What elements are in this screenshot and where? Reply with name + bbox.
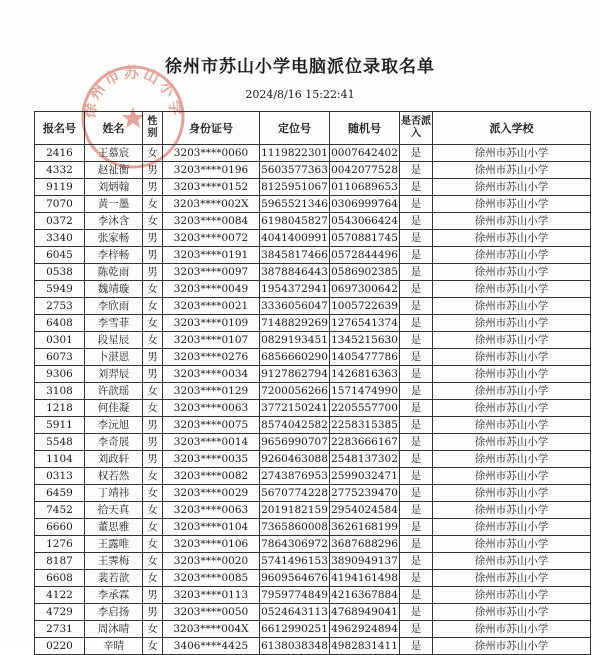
name-cell: 辛晴	[85, 638, 143, 655]
school-cell: 徐州市苏山小学	[433, 485, 591, 502]
gender-cell: 女	[143, 536, 163, 553]
table-row	[35, 230, 591, 247]
gender-cell: 女	[143, 553, 163, 570]
registration-no-cell: 4729	[35, 604, 85, 621]
random-no-cell: 2548137302	[330, 451, 400, 468]
school-cell: 徐州市苏山小学	[433, 332, 591, 349]
random-no-cell: 4216367884	[330, 587, 400, 604]
random-no-cell: 4194161498	[330, 570, 400, 587]
school-cell: 徐州市苏山小学	[433, 468, 591, 485]
table-row	[35, 264, 591, 281]
location-no-cell: 7148829269	[260, 315, 330, 332]
gender-cell: 女	[143, 502, 163, 519]
table-row	[35, 315, 591, 332]
header-dispatched: 是否派入	[400, 112, 433, 145]
registration-no-cell: 2416	[35, 145, 85, 162]
gender-cell: 男	[143, 451, 163, 468]
table-row	[35, 502, 591, 519]
table-row	[35, 366, 591, 383]
gender-cell: 男	[143, 179, 163, 196]
gender-cell: 女	[143, 281, 163, 298]
dispatched-cell: 是	[400, 536, 433, 553]
random-no-cell: 1276541374	[330, 315, 400, 332]
name-cell: 何佳凝	[85, 400, 143, 417]
location-no-cell: 0829193451	[260, 332, 330, 349]
random-no-cell: 0697300642	[330, 281, 400, 298]
dispatched-cell: 是	[400, 247, 433, 264]
gender-cell: 女	[143, 196, 163, 213]
name-cell: 李欣雨	[85, 298, 143, 315]
header-random-no: 随机号	[330, 112, 400, 145]
dispatched-cell: 是	[400, 553, 433, 570]
random-no-cell: 3687688296	[330, 536, 400, 553]
id-number-cell: 3203****0050	[163, 604, 260, 621]
school-cell: 徐州市苏山小学	[433, 298, 591, 315]
id-number-cell: 3203****0107	[163, 332, 260, 349]
table-row	[35, 621, 591, 638]
seal-text: 徐州市苏山小学	[80, 63, 186, 120]
table-row	[35, 179, 591, 196]
school-cell: 徐州市苏山小学	[433, 502, 591, 519]
gender-cell: 女	[143, 400, 163, 417]
location-no-cell: 5670774228	[260, 485, 330, 502]
id-number-cell: 3203****0109	[163, 315, 260, 332]
random-no-cell: 2258315385	[330, 417, 400, 434]
dispatched-cell: 是	[400, 400, 433, 417]
dispatched-cell: 是	[400, 621, 433, 638]
gender-cell: 男	[143, 264, 163, 281]
id-number-cell: 3203****0152	[163, 179, 260, 196]
table-row	[35, 417, 591, 434]
header-school: 派入学校	[433, 112, 591, 145]
id-number-cell: 3203****002X	[163, 196, 260, 213]
dispatched-cell: 是	[400, 196, 433, 213]
name-cell: 李承霖	[85, 587, 143, 604]
name-cell: 黄一墨	[85, 196, 143, 213]
registration-no-cell: 5548	[35, 434, 85, 451]
gender-cell: 女	[143, 145, 163, 162]
id-number-cell: 3203****004X	[163, 621, 260, 638]
dispatched-cell: 是	[400, 264, 433, 281]
school-cell: 徐州市苏山小学	[433, 247, 591, 264]
school-cell: 徐州市苏山小学	[433, 638, 591, 655]
header-registration-no: 报名号	[35, 112, 85, 145]
school-cell: 徐州市苏山小学	[433, 162, 591, 179]
random-no-cell: 0042077528	[330, 162, 400, 179]
random-no-cell: 0007642402	[330, 145, 400, 162]
school-cell: 徐州市苏山小学	[433, 417, 591, 434]
id-number-cell: 3203****0060	[163, 145, 260, 162]
id-number-cell: 3203****0097	[163, 264, 260, 281]
registration-no-cell: 1218	[35, 400, 85, 417]
dispatched-cell: 是	[400, 281, 433, 298]
gender-cell: 女	[143, 383, 163, 400]
id-number-cell: 3203****0075	[163, 417, 260, 434]
location-no-cell: 6856660290	[260, 349, 330, 366]
school-cell: 徐州市苏山小学	[433, 349, 591, 366]
dispatched-cell: 是	[400, 383, 433, 400]
location-no-cell: 9260463088	[260, 451, 330, 468]
school-cell: 徐州市苏山小学	[433, 570, 591, 587]
random-no-cell: 3626168199	[330, 519, 400, 536]
table-body	[35, 145, 591, 655]
table-row	[35, 434, 591, 451]
table-row	[35, 349, 591, 366]
table-row	[35, 536, 591, 553]
registration-no-cell: 2731	[35, 621, 85, 638]
name-cell: 周沐晴	[85, 621, 143, 638]
location-no-cell: 5741496153	[260, 553, 330, 570]
random-no-cell: 1426816363	[330, 366, 400, 383]
gender-cell: 男	[143, 417, 163, 434]
location-no-cell: 1119822301	[260, 145, 330, 162]
registration-no-cell: 7452	[35, 502, 85, 519]
dispatched-cell: 是	[400, 451, 433, 468]
gender-cell: 女	[143, 213, 163, 230]
gender-cell: 女	[143, 298, 163, 315]
registration-no-cell: 6608	[35, 570, 85, 587]
location-no-cell: 3845817466	[260, 247, 330, 264]
dispatched-cell: 是	[400, 519, 433, 536]
name-cell: 拾天真	[85, 502, 143, 519]
dispatched-cell: 是	[400, 638, 433, 655]
gender-cell: 女	[143, 638, 163, 655]
gender-cell: 女	[143, 621, 163, 638]
school-cell: 徐州市苏山小学	[433, 264, 591, 281]
gender-cell: 男	[143, 587, 163, 604]
table-row	[35, 587, 591, 604]
location-no-cell: 7864306972	[260, 536, 330, 553]
id-number-cell: 3203****0104	[163, 519, 260, 536]
random-no-cell: 2775239470	[330, 485, 400, 502]
id-number-cell: 3203****0113	[163, 587, 260, 604]
registration-no-cell: 6459	[35, 485, 85, 502]
location-no-cell: 4041400991	[260, 230, 330, 247]
registration-no-cell: 7070	[35, 196, 85, 213]
name-cell: 李奇展	[85, 434, 143, 451]
id-number-cell: 3203****0034	[163, 366, 260, 383]
location-no-cell: 9127862794	[260, 366, 330, 383]
dispatched-cell: 是	[400, 468, 433, 485]
id-number-cell: 3203****0106	[163, 536, 260, 553]
dispatched-cell: 是	[400, 434, 433, 451]
random-no-cell: 2283666167	[330, 434, 400, 451]
name-cell: 李雪菲	[85, 315, 143, 332]
dispatched-cell: 是	[400, 502, 433, 519]
table-row	[35, 298, 591, 315]
dispatched-cell: 是	[400, 145, 433, 162]
random-no-cell: 0570881745	[330, 230, 400, 247]
random-no-cell: 0586902385	[330, 264, 400, 281]
name-cell: 王霁梅	[85, 553, 143, 570]
table-row	[35, 570, 591, 587]
school-cell: 徐州市苏山小学	[433, 451, 591, 468]
id-number-cell: 3203****0020	[163, 553, 260, 570]
id-number-cell: 3203****0084	[163, 213, 260, 230]
id-number-cell: 3203****0082	[163, 468, 260, 485]
header-id-number: 身份证号	[163, 112, 260, 145]
random-no-cell: 4962924894	[330, 621, 400, 638]
location-no-cell: 2743876953	[260, 468, 330, 485]
id-number-cell: 3203****0276	[163, 349, 260, 366]
gender-cell: 女	[143, 485, 163, 502]
gender-cell: 男	[143, 604, 163, 621]
gender-cell: 男	[143, 366, 163, 383]
document-timestamp: 2024/8/16 15:22:41	[245, 88, 355, 101]
school-cell: 徐州市苏山小学	[433, 553, 591, 570]
registration-no-cell: 5949	[35, 281, 85, 298]
name-cell: 刘政轩	[85, 451, 143, 468]
name-cell: 许歆瑶	[85, 383, 143, 400]
name-cell: 李梓畅	[85, 247, 143, 264]
random-no-cell: 0543066424	[330, 213, 400, 230]
name-cell: 李沅旭	[85, 417, 143, 434]
dispatched-cell: 是	[400, 485, 433, 502]
registration-no-cell: 1104	[35, 451, 85, 468]
gender-cell: 男	[143, 247, 163, 264]
name-cell: 丁靖祎	[85, 485, 143, 502]
registration-no-cell: 1276	[35, 536, 85, 553]
school-cell: 徐州市苏山小学	[433, 604, 591, 621]
registration-no-cell: 8187	[35, 553, 85, 570]
registration-no-cell: 4122	[35, 587, 85, 604]
registration-no-cell: 6073	[35, 349, 85, 366]
registration-no-cell: 6660	[35, 519, 85, 536]
dispatched-cell: 是	[400, 604, 433, 621]
random-no-cell: 4982831411	[330, 638, 400, 655]
location-no-cell: 6612990251	[260, 621, 330, 638]
school-cell: 徐州市苏山小学	[433, 230, 591, 247]
random-no-cell: 2205557700	[330, 400, 400, 417]
registration-no-cell: 9119	[35, 179, 85, 196]
table-row	[35, 162, 591, 179]
name-cell: 李沐含	[85, 213, 143, 230]
location-no-cell: 9656990707	[260, 434, 330, 451]
gender-cell: 男	[143, 162, 163, 179]
name-cell: 董思雅	[85, 519, 143, 536]
registration-no-cell: 6408	[35, 315, 85, 332]
location-no-cell: 8125951067	[260, 179, 330, 196]
location-no-cell: 8574042582	[260, 417, 330, 434]
id-number-cell: 3203****0072	[163, 230, 260, 247]
registration-no-cell: 6045	[35, 247, 85, 264]
id-number-cell: 3203****0021	[163, 298, 260, 315]
table-row	[35, 400, 591, 417]
school-cell: 徐州市苏山小学	[433, 400, 591, 417]
name-cell: 卜湛恩	[85, 349, 143, 366]
location-no-cell: 7365860008	[260, 519, 330, 536]
registration-no-cell: 0313	[35, 468, 85, 485]
location-no-cell: 5965521346	[260, 196, 330, 213]
random-no-cell: 1345215630	[330, 332, 400, 349]
dispatched-cell: 是	[400, 332, 433, 349]
location-no-cell: 6198045827	[260, 213, 330, 230]
gender-cell: 女	[143, 519, 163, 536]
name-cell: 裴若歆	[85, 570, 143, 587]
table-row	[35, 383, 591, 400]
name-cell: 李启扬	[85, 604, 143, 621]
school-cell: 徐州市苏山小学	[433, 434, 591, 451]
location-no-cell: 7959774849	[260, 587, 330, 604]
name-cell: 赵祉衡	[85, 162, 143, 179]
school-cell: 徐州市苏山小学	[433, 145, 591, 162]
name-cell: 王慕宸	[85, 145, 143, 162]
header-gender: 性别	[143, 112, 163, 145]
dispatched-cell: 是	[400, 230, 433, 247]
id-number-cell: 3203****0049	[163, 281, 260, 298]
name-cell: 段星辰	[85, 332, 143, 349]
id-number-cell: 3406****4425	[163, 638, 260, 655]
dispatched-cell: 是	[400, 213, 433, 230]
gender-cell: 男	[143, 434, 163, 451]
dispatched-cell: 是	[400, 587, 433, 604]
gender-cell: 女	[143, 468, 163, 485]
table-row	[35, 281, 591, 298]
gender-cell: 女	[143, 332, 163, 349]
location-no-cell: 3336056047	[260, 298, 330, 315]
id-number-cell: 3203****0029	[163, 485, 260, 502]
registration-no-cell: 3340	[35, 230, 85, 247]
registration-no-cell: 0538	[35, 264, 85, 281]
gender-cell: 女	[143, 570, 163, 587]
id-number-cell: 3203****0085	[163, 570, 260, 587]
id-number-cell: 3203****0196	[163, 162, 260, 179]
dispatched-cell: 是	[400, 162, 433, 179]
name-cell: 权若然	[85, 468, 143, 485]
id-number-cell: 3203****0063	[163, 400, 260, 417]
table-row	[35, 638, 591, 655]
header-name: 姓名	[85, 112, 143, 145]
random-no-cell: 1005722639	[330, 298, 400, 315]
registration-no-cell: 0372	[35, 213, 85, 230]
table-row	[35, 468, 591, 485]
name-cell: 刘羿辰	[85, 366, 143, 383]
dispatched-cell: 是	[400, 315, 433, 332]
dispatched-cell: 是	[400, 417, 433, 434]
table-row	[35, 196, 591, 213]
school-cell: 徐州市苏山小学	[433, 621, 591, 638]
school-cell: 徐州市苏山小学	[433, 315, 591, 332]
school-cell: 徐州市苏山小学	[433, 366, 591, 383]
gender-cell: 男	[143, 230, 163, 247]
random-no-cell: 0572844496	[330, 247, 400, 264]
table-header-row	[35, 112, 591, 145]
location-no-cell: 1954372941	[260, 281, 330, 298]
id-number-cell: 3203****0191	[163, 247, 260, 264]
random-no-cell: 3890949137	[330, 553, 400, 570]
gender-cell: 男	[143, 349, 163, 366]
registration-no-cell: 0301	[35, 332, 85, 349]
name-cell: 刘炳翰	[85, 179, 143, 196]
table-row	[35, 451, 591, 468]
location-no-cell: 5603577363	[260, 162, 330, 179]
table-row	[35, 553, 591, 570]
table-row	[35, 213, 591, 230]
school-cell: 徐州市苏山小学	[433, 536, 591, 553]
registration-no-cell: 4332	[35, 162, 85, 179]
id-number-cell: 3203****0014	[163, 434, 260, 451]
school-cell: 徐州市苏山小学	[433, 179, 591, 196]
admission-roster-table	[34, 111, 591, 655]
registration-no-cell: 5911	[35, 417, 85, 434]
school-cell: 徐州市苏山小学	[433, 196, 591, 213]
table-row	[35, 332, 591, 349]
school-cell: 徐州市苏山小学	[433, 383, 591, 400]
name-cell: 魏靖璇	[85, 281, 143, 298]
document-title: 徐州市苏山小学电脑派位录取名单	[165, 57, 435, 77]
name-cell: 陈乾雨	[85, 264, 143, 281]
name-cell: 张家畅	[85, 230, 143, 247]
registration-no-cell: 9306	[35, 366, 85, 383]
dispatched-cell: 是	[400, 366, 433, 383]
random-no-cell: 1571474990	[330, 383, 400, 400]
location-no-cell: 7200056266	[260, 383, 330, 400]
location-no-cell: 9609564676	[260, 570, 330, 587]
school-cell: 徐州市苏山小学	[433, 519, 591, 536]
gender-cell: 女	[143, 315, 163, 332]
location-no-cell: 2019182159	[260, 502, 330, 519]
dispatched-cell: 是	[400, 349, 433, 366]
random-no-cell: 1405477786	[330, 349, 400, 366]
location-no-cell: 3878846443	[260, 264, 330, 281]
registration-no-cell: 3108	[35, 383, 85, 400]
school-cell: 徐州市苏山小学	[433, 587, 591, 604]
table-row	[35, 247, 591, 264]
random-no-cell: 2954024584	[330, 502, 400, 519]
id-number-cell: 3203****0129	[163, 383, 260, 400]
dispatched-cell: 是	[400, 298, 433, 315]
dispatched-cell: 是	[400, 570, 433, 587]
random-no-cell: 0306999764	[330, 196, 400, 213]
id-number-cell: 3203****0035	[163, 451, 260, 468]
header-location-no: 定位号	[260, 112, 330, 145]
table-row	[35, 485, 591, 502]
table-row	[35, 145, 591, 162]
location-no-cell: 0524643113	[260, 604, 330, 621]
school-cell: 徐州市苏山小学	[433, 281, 591, 298]
location-no-cell: 6138038348	[260, 638, 330, 655]
registration-no-cell: 0220	[35, 638, 85, 655]
random-no-cell: 2599032471	[330, 468, 400, 485]
random-no-cell: 0110689653	[330, 179, 400, 196]
table-row	[35, 604, 591, 621]
location-no-cell: 3772150241	[260, 400, 330, 417]
registration-no-cell: 2753	[35, 298, 85, 315]
dispatched-cell: 是	[400, 179, 433, 196]
random-no-cell: 4768949041	[330, 604, 400, 621]
id-number-cell: 3203****0063	[163, 502, 260, 519]
name-cell: 王露唯	[85, 536, 143, 553]
school-cell: 徐州市苏山小学	[433, 213, 591, 230]
table-row	[35, 519, 591, 536]
